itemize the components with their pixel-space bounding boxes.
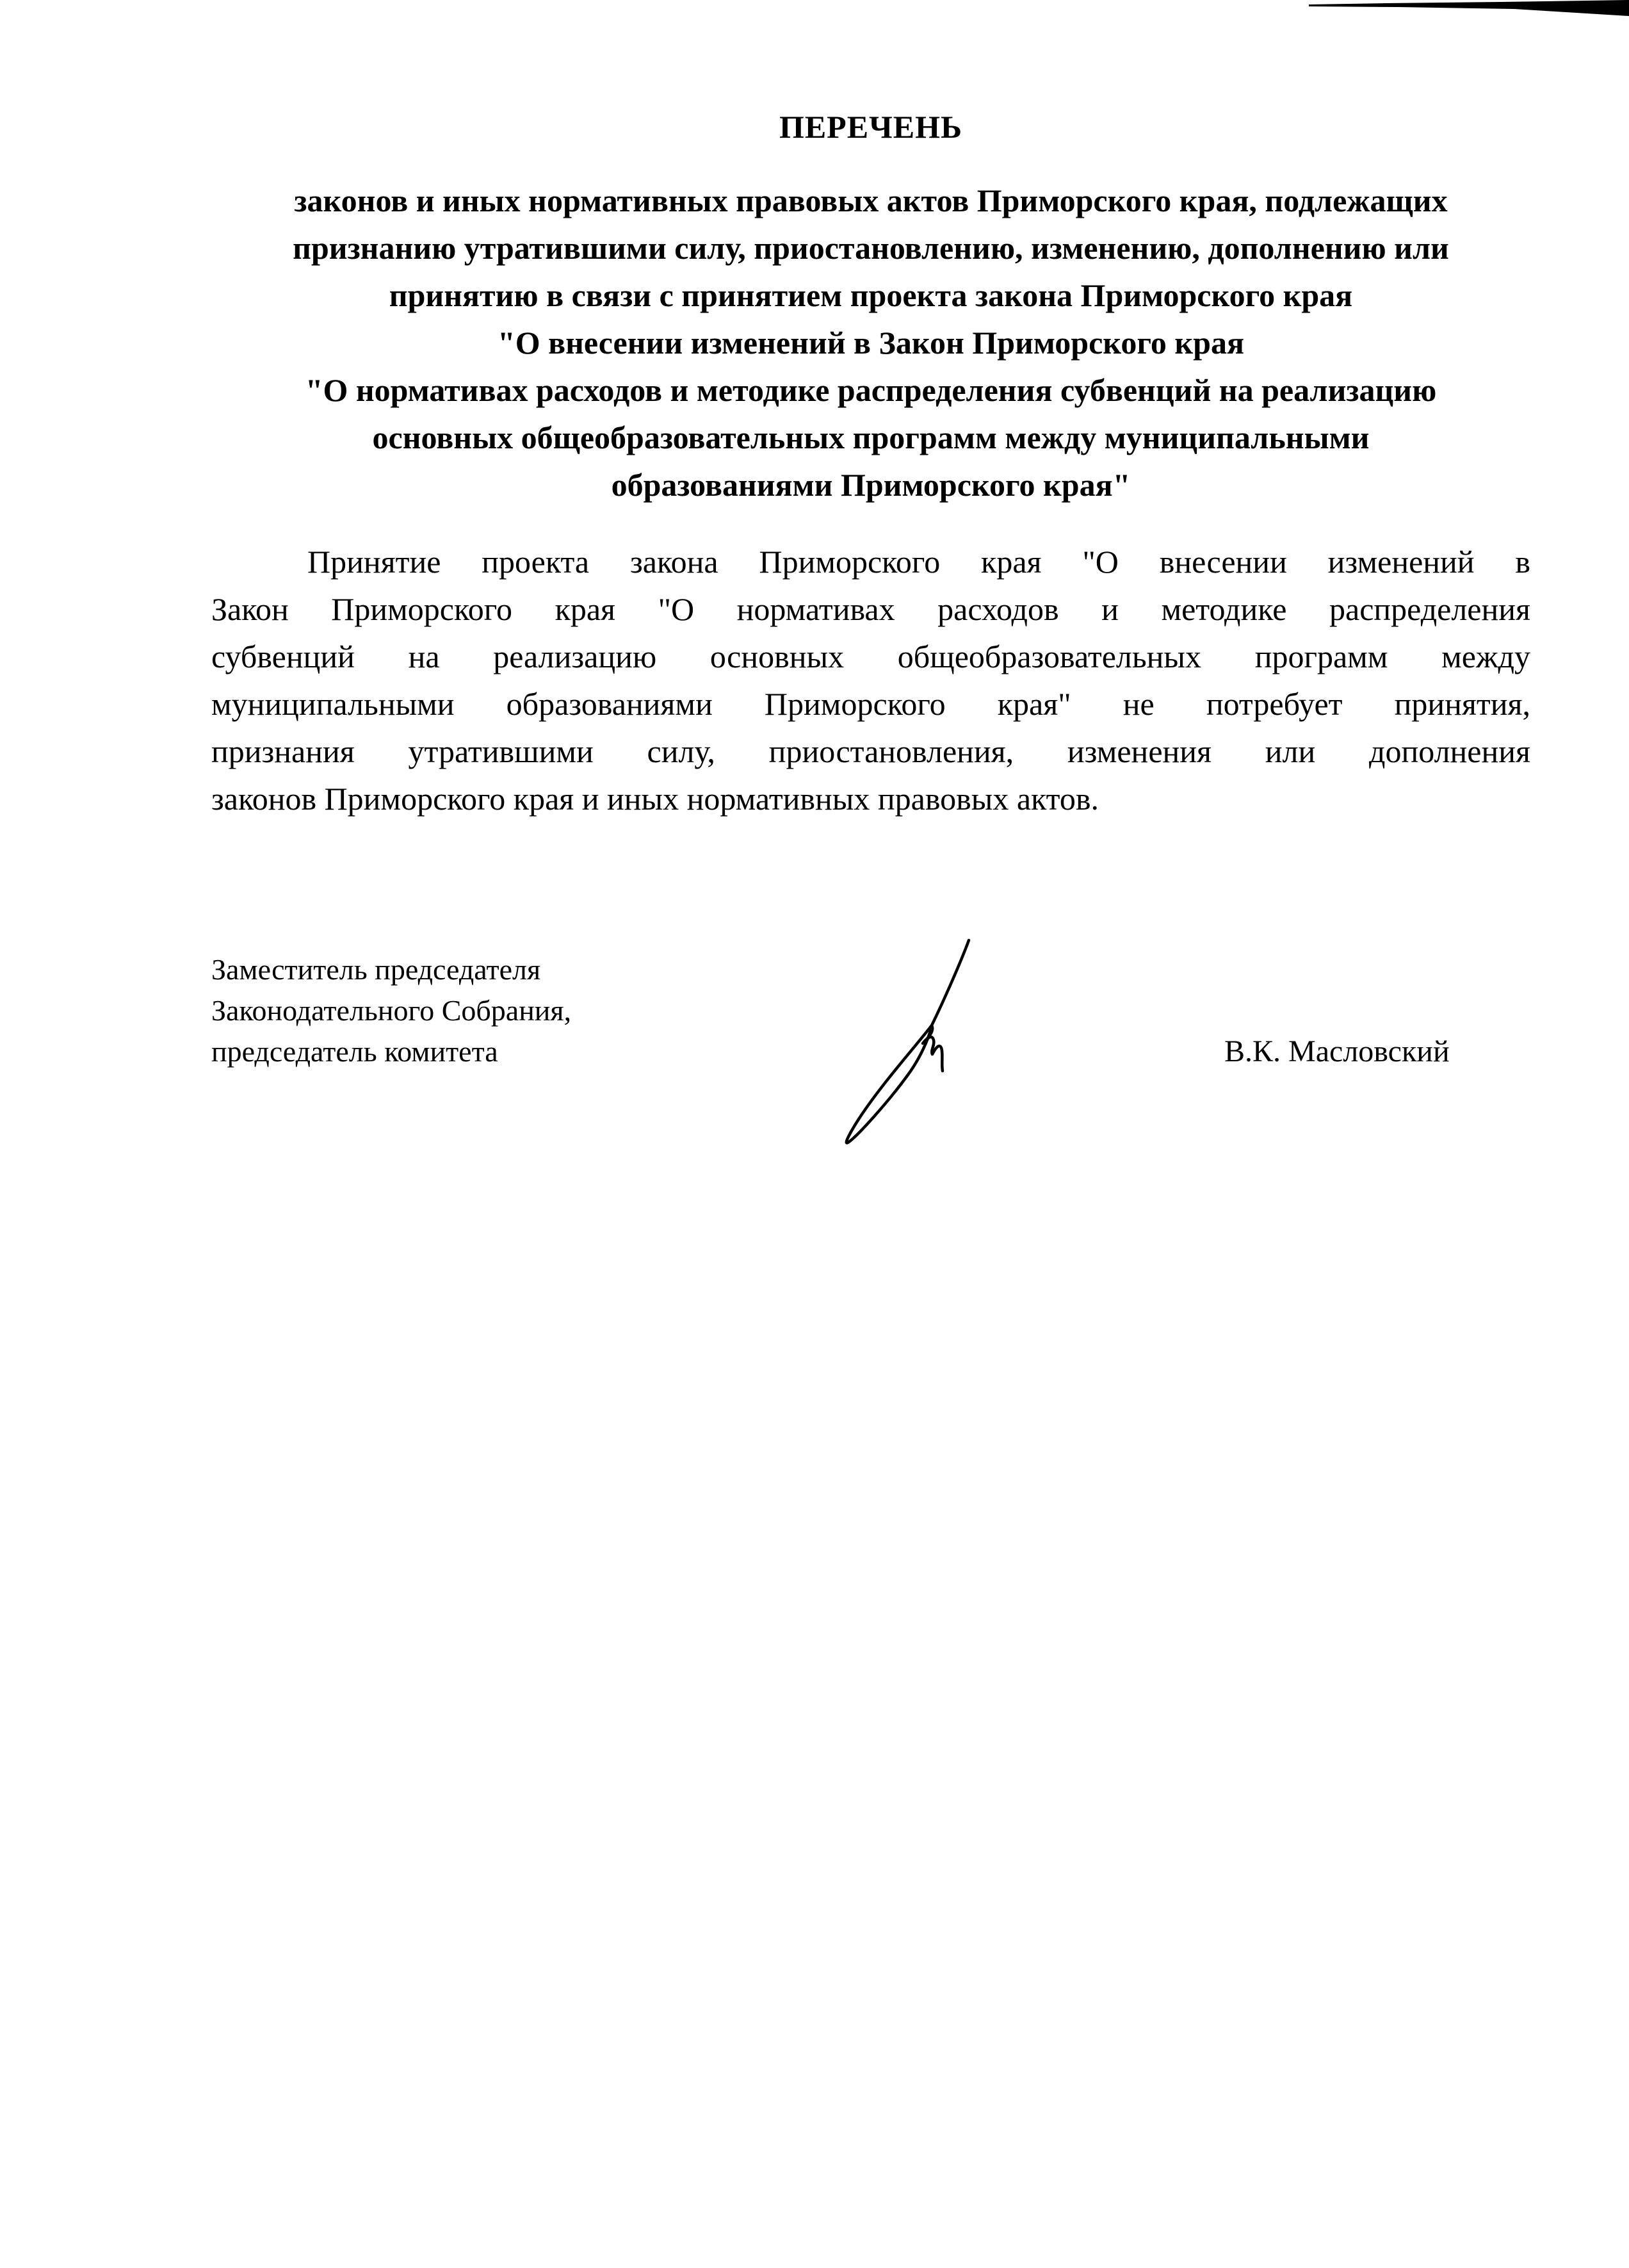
subtitle-line: основных общеобразовательных программ между муниципальными: [372, 420, 1370, 455]
subtitle-line: принятию в связи с принятием проекта закона Приморского края: [389, 277, 1353, 313]
body-line: Закон Приморского края "О нормативах расходов и методике распределения: [211, 591, 1530, 627]
body-line: субвенций на реализацию основных общеобразовательных программ между: [211, 639, 1530, 674]
subtitle-line: "О внесении изменений в Закон Приморского края: [497, 325, 1245, 361]
signatory-position-line: Заместитель председателя: [211, 953, 541, 986]
signatory-position-line: Законодательного Собрания,: [211, 994, 572, 1027]
document-subtitle: [211, 177, 1530, 509]
body-line: законов Приморского края и иных нормативных правовых актов.: [211, 781, 1099, 817]
subtitle-line: образованиями Приморского края": [611, 467, 1131, 503]
body-line: муниципальными образованиями Приморского края" не потребует принятия,: [211, 686, 1530, 722]
signatory-position: [211, 949, 571, 1072]
signatory-position-line: председатель комитета: [211, 1035, 498, 1068]
scan-smudge-artifact: [1309, 0, 1629, 18]
body-paragraph: [211, 538, 1530, 822]
subtitle-line: "О нормативах расходов и методике распределения субвенций на реализацию: [305, 372, 1437, 408]
body-line: признания утратившими силу, приостановления, изменения или дополнения: [211, 733, 1530, 769]
page-title: ПЕРЕЧЕНЬ: [779, 109, 963, 145]
body-line: Принятие проекта закона Приморского края "О внесении изменений в: [307, 544, 1530, 580]
subtitle-line: признанию утратившими силу, приостановлению, изменению, дополнению или: [293, 230, 1449, 266]
handwritten-signature: [826, 922, 1005, 1153]
signatory-name: В.К. Масловский: [1224, 1034, 1450, 1068]
subtitle-line: законов и иных нормативных правовых актов Приморского края, подлежащих: [294, 183, 1448, 218]
